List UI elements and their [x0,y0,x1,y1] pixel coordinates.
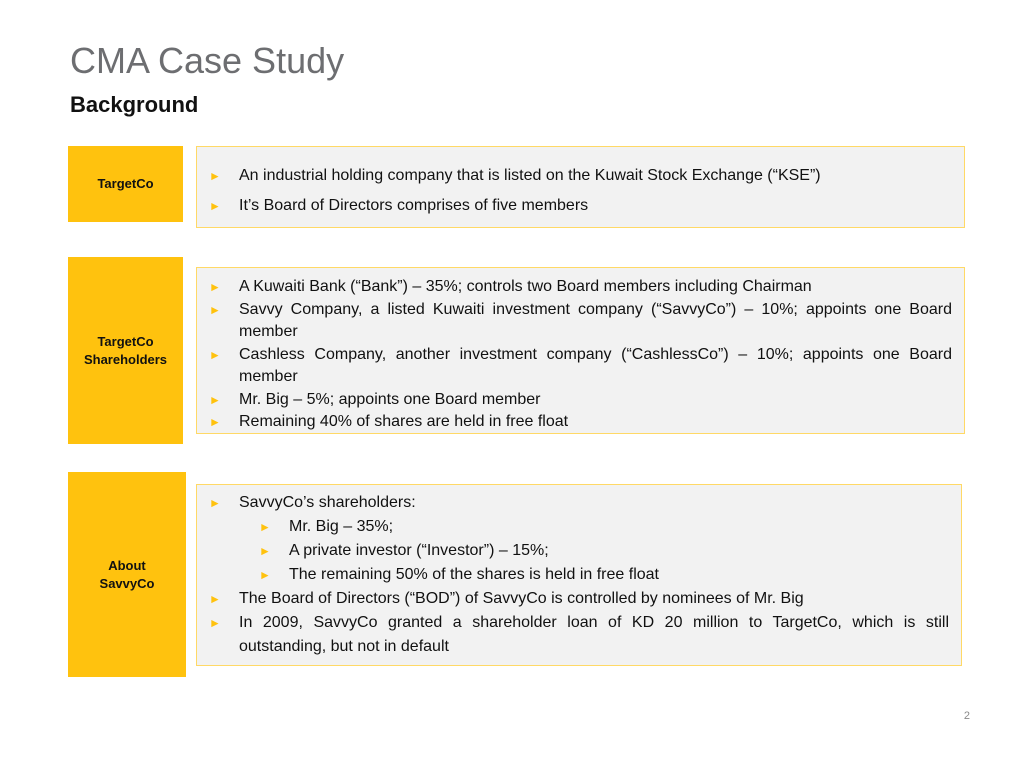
section-about-savvyco [68,472,965,677]
section-content-targetco-shareholders [196,267,965,434]
bullet-item [209,491,949,515]
bullet-text: Savvy Company, a listed Kuwaiti investment company (“SavvyCo”) – 10%; appoints one Board member [239,300,952,340]
page-number: 2 [963,710,970,722]
bullet-text: SavvyCo’s shareholders: [239,494,416,511]
bullet-text: In 2009, SavvyCo granted a shareholder loan of KD 20 million to TargetCo, which is still outstanding, but not in default [239,614,949,655]
bullet-arrow-icon: ► [209,415,221,429]
section-content-about-savvyco [196,484,962,666]
bullet-arrow-icon: ► [209,392,221,407]
bullet-arrow-icon: ► [209,592,221,606]
bullet-text: A Kuwaiti Bank (“Bank”) – 35%; controls two Board members including Chairman [239,278,812,295]
bullet-text: Remaining 40% of shares are held in free float [239,413,569,430]
section-content-targetco [196,146,965,228]
bullet-list [209,491,949,659]
bullet-item [209,161,952,191]
bullet-arrow-icon: ► [259,544,271,558]
bullet-text: Cashless Company, another investment company (“CashlessCo”) – 10%; appoints one Board member [239,345,952,385]
bullet-item [209,587,949,611]
bullet-item [209,191,952,221]
bullet-text: The Board of Directors (“BOD”) of SavvyCo is controlled by nominees of Mr. Big [239,590,804,607]
bullet-text: Mr. Big – 35%; [289,518,394,535]
slide-title: CMA Case Study [70,40,345,81]
section-label-line: TargetCo [97,333,154,349]
bullet-text: Mr. Big – 5%; appoints one Board member [239,390,541,408]
sub-bullet-item [209,539,949,563]
bullet-item [209,276,952,299]
section-label [100,557,155,592]
bullet-item [209,611,949,659]
bullet-item [209,389,952,412]
bullet-arrow-icon: ► [209,280,221,294]
section-tab-targetco-shareholders [68,257,183,444]
bullet-text: It’s Board of Directors comprises of five members [239,197,589,214]
bullet-arrow-icon: ► [209,302,221,317]
section-tab-targetco [68,146,183,222]
section-targetco [68,146,965,228]
section-label-line: Shareholders [83,351,168,367]
bullet-arrow-icon: ► [209,616,221,630]
bullet-text: A private investor (“Investor”) – 15%; [289,542,549,559]
bullet-item [209,411,952,434]
bullet-arrow-icon: ► [259,568,271,582]
bullet-arrow-icon: ► [209,199,221,213]
section-label-line: SavvyCo [99,575,155,591]
section-label [97,175,153,193]
section-targetco-shareholders [68,257,965,444]
bullet-arrow-icon: ► [209,347,221,362]
section-label [84,333,167,368]
bullet-list [209,161,952,221]
sub-bullet-item [209,515,949,539]
bullet-list [209,276,952,434]
section-tab-about-savvyco [68,472,186,677]
bullet-arrow-icon: ► [209,496,221,510]
sub-bullet-item [209,563,949,587]
bullet-item [209,344,952,389]
bullet-item [209,299,952,344]
section-label-line: TargetCo [97,176,154,192]
bullet-text: The remaining 50% of the shares is held in free float [289,566,659,583]
bullet-text: An industrial holding company that is listed on the Kuwait Stock Exchange (“KSE”) [239,167,821,184]
section-label-line: About [108,557,146,573]
slide-subtitle: Background [70,92,199,117]
bullet-arrow-icon: ► [259,520,271,534]
bullet-arrow-icon: ► [209,169,221,183]
